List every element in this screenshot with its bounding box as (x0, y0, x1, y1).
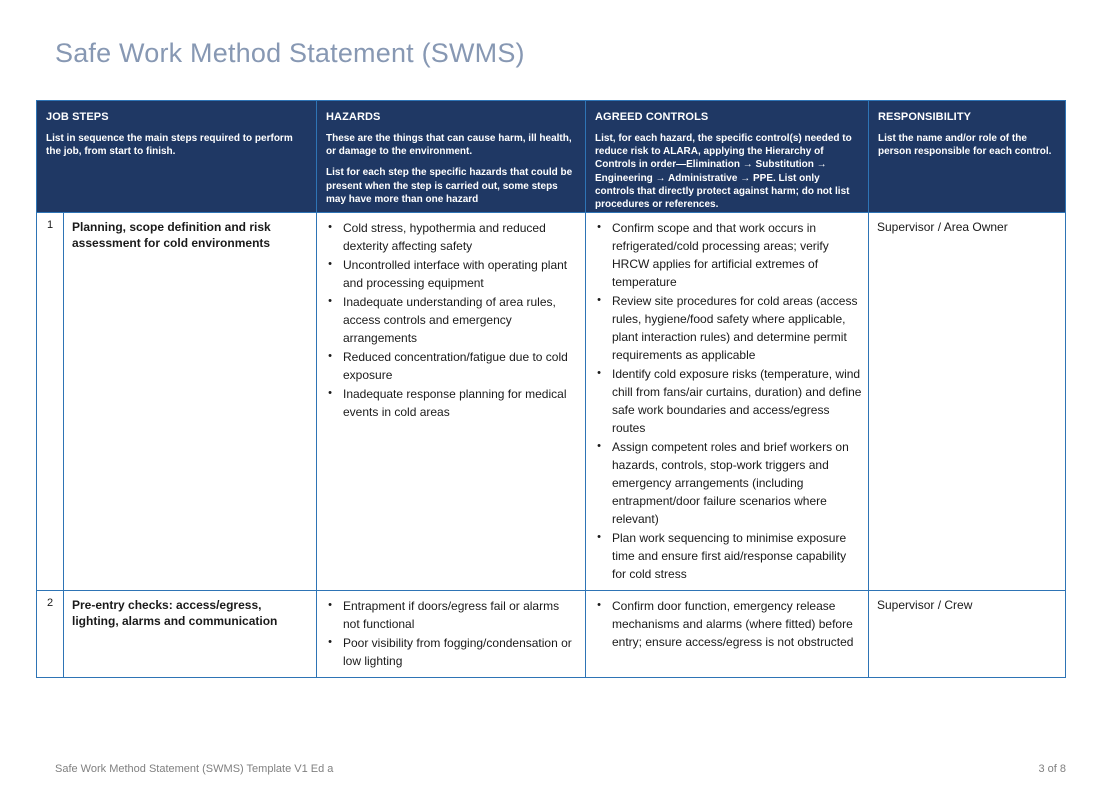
job-step-cell (64, 591, 317, 677)
step-number-cell: 2 (37, 591, 64, 677)
column-description: List the name and/or role of the person responsible for each control. (878, 133, 1052, 158)
bullet-text: Plan work sequencing to minimise exposure time and ensure first aid/response capability for cold stress (612, 531, 847, 581)
bullet-text: Review site procedures for cold areas (access rules, hygiene/food safety where applicable, plant interaction rules) and determine permit requirements as applicable (612, 294, 858, 362)
bullet-icon: • (328, 387, 332, 399)
bullet-item (317, 385, 581, 421)
controls-list (586, 597, 864, 651)
responsibility-text: Supervisor / Crew (877, 598, 973, 612)
page-title: Safe Work Method Statement (SWMS) (55, 38, 525, 68)
swms-table (36, 100, 1066, 678)
bullet-item (317, 293, 581, 347)
bullet-item (317, 348, 581, 384)
footer-document-name: Safe Work Method Statement (SWMS) Template V1 Ed a (55, 763, 334, 775)
bullet-icon: • (328, 258, 332, 270)
column-header-agreed-controls: AGREED CONTROLS (595, 111, 709, 123)
header-cell-hazards (317, 101, 586, 212)
column-description: List in sequence the main steps required to perform the job, from start to finish. (46, 133, 293, 158)
bullet-icon: • (597, 599, 601, 611)
bullet-text: Uncontrolled interface with operating plant and processing equipment (343, 258, 568, 290)
bullet-text: Inadequate understanding of area rules, access controls and emergency arrangements (343, 295, 556, 345)
bullet-text: Entrapment if doors/egress fail or alarms not functional (343, 599, 560, 631)
column-header-job-steps: JOB STEPS (46, 111, 109, 123)
footer-page-number: 3 of 8 (1038, 763, 1066, 775)
bullet-item (586, 219, 864, 291)
bullet-icon: • (328, 599, 332, 611)
hazards-cell (317, 591, 586, 677)
table-row (37, 213, 1065, 591)
step-number-cell: 1 (37, 213, 64, 590)
column-header-hazards: HAZARDS (326, 111, 381, 123)
bullet-text: Poor visibility from fogging/condensation or low lighting (343, 636, 572, 668)
column-header-responsibility: RESPONSIBILITY (878, 111, 972, 123)
responsibility-text: Supervisor / Area Owner (877, 220, 1008, 234)
bullet-icon: • (328, 221, 332, 233)
bullet-text: Reduced concentration/fatigue due to cold exposure (343, 350, 568, 382)
responsibility-cell (869, 213, 1065, 590)
bullet-item (317, 256, 581, 292)
agreed-controls-cell (586, 213, 869, 590)
bullet-item (317, 634, 581, 670)
page-footer (55, 763, 1066, 775)
bullet-icon: • (328, 636, 332, 648)
header-cell-job-steps (37, 101, 317, 212)
bullet-icon: • (597, 367, 601, 379)
job-step-text: Planning, scope definition and risk assessment for cold environments (72, 220, 271, 251)
bullet-text: Cold stress, hypothermia and reduced dexterity affecting safety (343, 221, 546, 253)
bullet-item (586, 292, 864, 364)
hazards-list (317, 219, 581, 421)
column-description: These are the things that can cause harm, ill health, or damage to the environment. (326, 133, 572, 158)
bullet-item (317, 597, 581, 633)
agreed-controls-cell (586, 591, 869, 677)
table-header-row (37, 101, 1065, 213)
bullet-text: Confirm door function, emergency release mechanisms and alarms (where fitted) before entry; ensure access/egress is not obstructed (612, 599, 854, 649)
bullet-text: Inadequate response planning for medical events in cold areas (343, 387, 567, 419)
bullet-item (317, 219, 581, 255)
header-cell-agreed-controls (586, 101, 869, 212)
job-step-text: Pre-entry checks: access/egress, lighting, alarms and communication (72, 598, 278, 629)
bullet-text: Assign competent roles and brief workers on hazards, controls, stop-work triggers and emergency arrangements (including entrapment/door failure scenarios where relevant) (612, 440, 849, 526)
bullet-icon: • (328, 295, 332, 307)
responsibility-cell (869, 591, 1065, 677)
header-cell-responsibility (869, 101, 1065, 212)
bullet-text: Identify cold exposure risks (temperature, wind chill from fans/air curtains, duration) and define safe work boundaries and access/egress routes (612, 367, 862, 435)
bullet-icon: • (597, 221, 601, 233)
job-step-cell (64, 213, 317, 590)
bullet-item (586, 597, 864, 651)
bullet-item (586, 365, 864, 437)
column-description-2: List for each step the specific hazards that could be present when the step is carried out, some steps may have more than one hazard (326, 167, 573, 205)
bullet-text: Confirm scope and that work occurs in refrigerated/cold processing areas; verify HRCW applies for artificial extremes of temperature (612, 221, 829, 289)
table-row (37, 591, 1065, 677)
bullet-icon: • (597, 531, 601, 543)
column-description: List, for each hazard, the specific control(s) needed to reduce risk to ALARA, applying the Hierarchy of Controls in order—Elimination → Substitution → Engineering → Administrative → PPE. List only controls that directly protect against harm; do not list procedures or references. (595, 133, 852, 210)
hazards-cell (317, 213, 586, 590)
controls-list (586, 219, 864, 583)
bullet-item (586, 529, 864, 583)
bullet-icon: • (597, 294, 601, 306)
bullet-icon: • (597, 440, 601, 452)
bullet-icon: • (328, 350, 332, 362)
hazards-list (317, 597, 581, 670)
bullet-item (586, 438, 864, 528)
